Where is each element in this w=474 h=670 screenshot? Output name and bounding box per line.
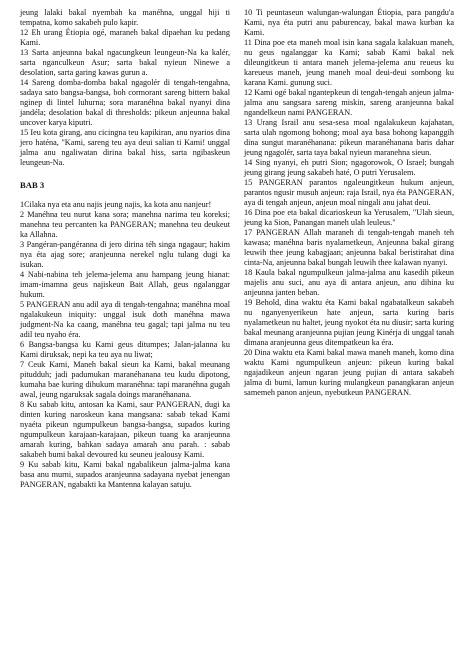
verse-paragraph: 16 Dina poe eta bakal dicarioskeun ka Yerusalem, "Ulah sieun, jeung ka Sion, Panangan maneh ulah leuleus." (244, 208, 454, 227)
verse-paragraph: 1Cilaka nya eta anu najis jeung najis, ka kota anu nanjeur! (20, 200, 212, 209)
verse-paragraph: 17 PANGERAN Allah maraneh di tengah-tengah maneh teh kawasa; manéhna baris nyalametkeun, Anjeunna bakal girang leuwih thee jeung kabagjaan; anjeunna bakal beristirahat dina cinta-Na, anjeunna bakal bungah leuwih thee kalawan nyanyi. (244, 228, 454, 267)
verse-paragraph: jeung lalaki bakal nyembah ka manéhna, unggal hiji ti tempatna, komo sakabeh pulo kapir. (20, 8, 230, 27)
verse-paragraph: 8 Ku sabab kitu, antosan ka Kami, saur PANGERAN, dugi ka dinten kuring naroskeun kana mangsana: sabab tekad Kami nyaéta pikeun ngumpulkeun bangsa-bangsa, supados kuring ngumpulkeun karajaan-karajaan, pikeun tuang ka aranjeunna amarah kuring, bahkan sadaya amarah anu parah. : sabab sakabeh bumi bakal devoured ku seuneu jealousy Kami. (20, 400, 230, 459)
verse-paragraph: 19 Behold, dina waktu éta Kami bakal ngabatalkeun sakabeh nu nganyenyerikeun hate anjeun, sarta kuring baris nyalametkeun nu haltet, jeung nyokot éta nu diusir; sarta kuring bakal meunang aranjeunna pujian jeung Kinérja di unggal tanah dimana aranjeunna geus ditempatkeun ka éra. (244, 298, 454, 347)
verse-paragraph: 2 Manéhna teu nurut kana sora; manehna narima teu koreksi; manehna teu percanten ka PANGERAN; manehna teu deukeut ka Allahna. (20, 210, 230, 239)
left-column (20, 8, 230, 670)
verse-paragraph: 5 PANGERAN anu adil aya di tengah-tengahna; manéhna moal ngalakukeun iniquity: unggal isuk doth manéhna mawa judgment-Na ka caang, manéhna teu gagal; tapi jalma nu teu adil teu nyaho éra. (20, 300, 230, 339)
verse-paragraph: 9 Ku sabab kitu, Kami bakal ngabalikeun jalma-jalma kana basa anu murni, supados aranjeunna sadayana nyebat jenengan PANGERAN, ngabakti ka Mantenna kalayan satuju. (20, 460, 230, 489)
chapter-heading: BAB 3 (20, 180, 45, 190)
verse-paragraph: 15 Ieu kota girang, anu cicingna teu kapikiran, anu nyarios dina jero haténa, "Kami, sareng teu aya deui salian ti Kami! unggal jalma anu ngaliwatan dirina bakal hiss, sarta ngibaskeun leungeun-Na. (20, 128, 230, 167)
verse-paragraph: 4 Nabi-nabina teh jelema-jelema anu hampang jeung hianat: imam-imamna geus najiskeun Bait Allah, geus ngalanggar hukum. (20, 270, 230, 299)
verse-paragraph: 12 Kami ogé bakal ngantepkeun di tengah-tengah anjeun jalma-jalma anu sangsara sareng miskin, sareng aranjeunna bakal ngandelkeun nami PANGERAN. (244, 88, 454, 117)
verse-paragraph: 15 PANGERAN parantos ngaleungitkeun hukum anjeun, parantos ngusir musuh anjeun: raja Israil, nya éta PANGERAN, aya di tengah anjeun, anjeun moal ningali anu jahat deui. (244, 178, 454, 207)
verse-paragraph: 12 Eh urang Étiopia ogé, maraneh bakal dipaehan ku pedang Kami. (20, 28, 230, 47)
verse-paragraph: 14 Sareng domba-domba bakal ngagolér di tengah-tengahna, sadaya sato bangsa-bangsa, boh cormorant sareng bittern bakal nginep di lintel luhurna; sora maranéhna bakal nyanyi dina jandéla; desolation bakal di thresholds: pikeun anjeunna bakal uncover karya kiputri. (20, 78, 230, 127)
verse-paragraph: 10 Ti peuntaseun walungan-walungan Étiopia, para pangdu'a Kami, nya éta putri anu paburencay, bakal mawa kurban ka Kami. (244, 8, 454, 37)
verse-paragraph: 20 Dina waktu eta Kami bakal mawa maneh maneh, komo dina waktu Kami ngumpulkeun anjeun: pikeun kuring bakal ngajadikeun anjeun ngaran jeung pujian di antara sakabeh jalma di bumi, lamun kuring mulangkeun panangkaran anjeun samemeh panon anjeun, nyebutkeun PANGERAN. (244, 348, 454, 397)
verse-paragraph: 6 Bangsa-bangsa ku Kami geus ditumpes; Jalan-jalanna ku Kami diruksak, nepi ka teu aya nu liwat; (20, 340, 230, 359)
verse-paragraph: 13 Sarta anjeunna bakal ngacungkeun leungeun-Na ka kalér, sarta nganculkeun Asur; sarta bakal nyieun Ninewe a desolation, sarta garing kawas gurun a. (20, 48, 230, 77)
verse-paragraph: 18 Kaula bakal ngumpulkeun jalma-jalma anu kasedih pikeun majelis anu suci, anu aya di antara anjeun, anu dihina ku anjeunna janten beban. (244, 268, 454, 297)
right-column (244, 8, 454, 670)
verse-paragraph: 13 Urang Israil anu sesa-sesa moal ngalakukeun kajahatan, sarta ulah ngomong bohong; moal aya basa bohong kapanggih dina sungut maranéhanana: pikeun maranéhanana baris dahar jeung ngagolér, sarta taya bakal nyieun maranehna sieun. (244, 118, 454, 157)
verse-paragraph: 7 Ceuk Kami, Maneh bakal sieun ka Kami, bakal meunang pitudduh; jadi padumukan maranéhanana teu kudu dipotong, kumaha bae kuring dihukum maranéhna: tapi maranéhna gugah awal, jeung ngaruksak sagala doings maranéhanana. (20, 360, 230, 399)
verse-paragraph: 11 Dina poe eta maneh moal isin kana sagala kalakuan maneh, nu geus ngalanggar ka Kami; sabab Kami bakal nek dileungitkeun ti antara maneh jelema-jelema anu reueus ku kareueus maneh, jeung maneh moal deui-deui sombong ku karana Kami. gunung suci. (244, 38, 454, 87)
verse-paragraph: 14 Sing nyanyi, eh putri Sion; ngagorowok, O Israel; bungah jeung girang jeung sakabeh haté, O putri Yerusalem. (244, 158, 454, 177)
verse-paragraph: 3 Pangéran-pangéranna di jero dirina téh singa ngagaur; hakim nya éta ajag sore; aranjeunna nerekel nglu tulang dugi ka isukan. (20, 240, 230, 269)
